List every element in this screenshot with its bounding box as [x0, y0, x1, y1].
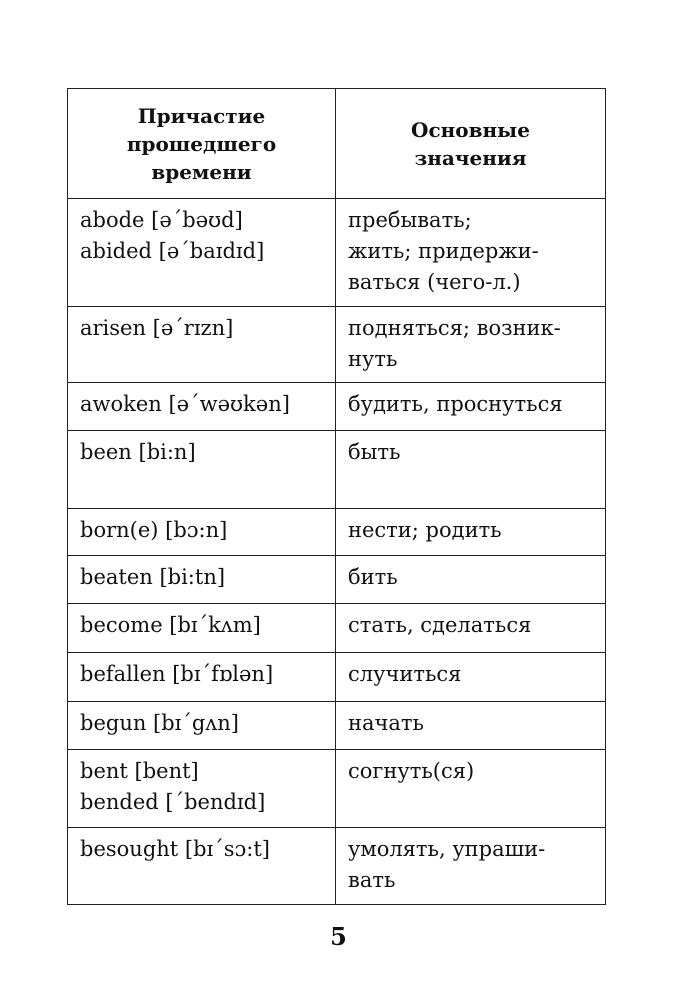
forms-cell	[68, 750, 336, 828]
form-text: abode [əˊbəʊd]	[80, 208, 243, 232]
meaning-cell	[336, 702, 606, 750]
forms-cell	[68, 199, 336, 307]
header-line: прошедшего	[126, 131, 277, 156]
meaning-text: нуть	[348, 347, 398, 371]
forms-cell	[68, 604, 336, 653]
meaning-text: стать, сделаться	[348, 613, 532, 637]
meaning-text: жить; придержи-	[348, 239, 539, 263]
forms-cell	[68, 556, 336, 604]
meaning-cell	[336, 556, 606, 604]
form-text: become [bɪˊkʌm]	[80, 613, 261, 637]
form-text: abided [əˊbaɪdɪd]	[80, 239, 265, 263]
meaning-text: начать	[348, 711, 424, 735]
table-row	[68, 604, 606, 653]
meaning-text: пребывать;	[348, 208, 472, 232]
form-text: awoken [əˊwəʊkən]	[80, 392, 290, 416]
meaning-cell	[336, 199, 606, 307]
meaning-text: умолять, упраши-	[348, 837, 546, 861]
table-row	[68, 828, 606, 905]
forms-cell	[68, 653, 336, 702]
table-row	[68, 307, 606, 383]
meaning-text: случиться	[348, 662, 462, 686]
meaning-cell	[336, 653, 606, 702]
header-line: значения	[414, 145, 527, 170]
header-row	[68, 89, 606, 199]
meaning-text: ваться (чего-л.)	[348, 270, 521, 294]
forms-cell	[68, 431, 336, 509]
form-text: besought [bɪˊsɔ:t]	[80, 837, 270, 861]
form-text: beaten [bi:tn]	[80, 565, 226, 589]
forms-cell	[68, 383, 336, 431]
form-text: befallen [bɪˊfɒlən]	[80, 662, 274, 686]
form-text: been [bi:n]	[80, 440, 196, 464]
form-text: bended [ˊbendɪd]	[80, 790, 266, 814]
forms-cell	[68, 828, 336, 905]
header-meanings	[336, 89, 606, 199]
header-line: Основные	[411, 117, 530, 142]
table-row	[68, 383, 606, 431]
header-participle	[68, 89, 336, 199]
table-row	[68, 750, 606, 828]
verb-table	[67, 88, 606, 905]
table-row	[68, 653, 606, 702]
header-line: Причастие	[137, 103, 266, 128]
meaning-text: быть	[348, 440, 401, 464]
meaning-text: подняться; возник-	[348, 316, 561, 340]
table-row	[68, 509, 606, 556]
table-row	[68, 199, 606, 307]
meaning-text: нести; родить	[348, 518, 502, 542]
meaning-text: бить	[348, 565, 398, 589]
table-row	[68, 556, 606, 604]
meaning-cell	[336, 828, 606, 905]
page-number: 5	[330, 922, 347, 951]
form-text: begun [bɪˊgʌn]	[80, 711, 239, 735]
meaning-cell	[336, 509, 606, 556]
form-text: arisen [əˊrɪzn]	[80, 316, 234, 340]
meaning-cell	[336, 307, 606, 383]
meaning-text: согнуть(ся)	[348, 759, 475, 783]
meaning-cell	[336, 383, 606, 431]
form-text: born(e) [bɔ:n]	[80, 518, 228, 542]
meaning-cell	[336, 431, 606, 509]
header-line: времени	[151, 159, 252, 184]
forms-cell	[68, 307, 336, 383]
meaning-text: будить, проснуться	[348, 392, 563, 416]
table-row	[68, 702, 606, 750]
forms-cell	[68, 509, 336, 556]
table-row	[68, 431, 606, 509]
meaning-cell	[336, 604, 606, 653]
meaning-cell	[336, 750, 606, 828]
meaning-text: вать	[348, 868, 396, 892]
forms-cell	[68, 702, 336, 750]
form-text: bent [bent]	[80, 759, 199, 783]
